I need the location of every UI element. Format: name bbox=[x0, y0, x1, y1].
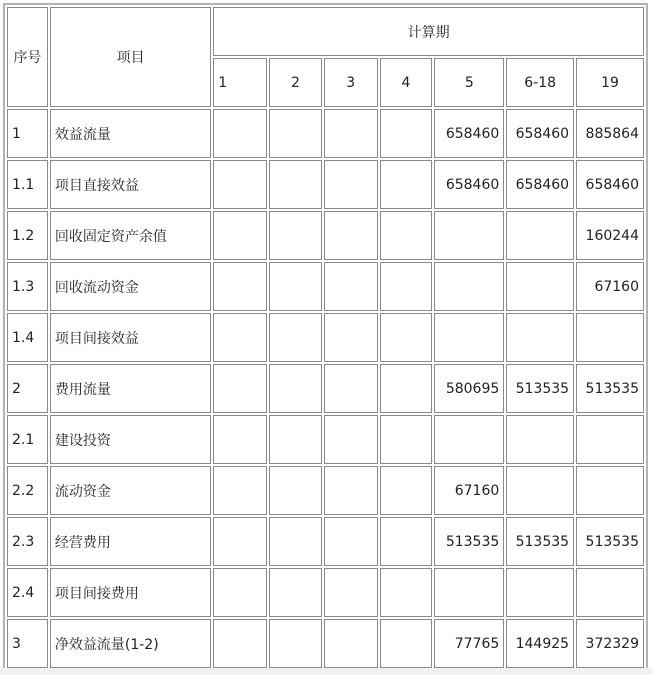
row-value bbox=[576, 415, 644, 464]
row-value bbox=[213, 619, 267, 668]
table-row bbox=[7, 109, 644, 158]
row-seq: 1.4 bbox=[7, 313, 48, 362]
row-value bbox=[434, 568, 504, 617]
header-seq: 序号 bbox=[7, 7, 48, 107]
row-value bbox=[213, 517, 267, 566]
row-value bbox=[506, 466, 574, 515]
row-value: 144925 bbox=[506, 619, 574, 668]
row-value: 67160 bbox=[576, 262, 644, 311]
row-value bbox=[380, 364, 433, 413]
row-value: 658460 bbox=[506, 160, 574, 209]
header-period-group: 计算期 bbox=[213, 7, 644, 56]
table-row bbox=[7, 211, 644, 260]
row-value bbox=[324, 415, 378, 464]
table-body bbox=[7, 109, 644, 668]
row-value bbox=[213, 415, 267, 464]
row-value bbox=[324, 364, 378, 413]
row-value: 658460 bbox=[576, 160, 644, 209]
row-value bbox=[324, 466, 378, 515]
table-row bbox=[7, 262, 644, 311]
row-value bbox=[576, 466, 644, 515]
row-value bbox=[434, 262, 504, 311]
row-value bbox=[506, 568, 574, 617]
row-value bbox=[213, 568, 267, 617]
row-value bbox=[324, 619, 378, 668]
row-value bbox=[380, 262, 433, 311]
row-value bbox=[213, 211, 267, 260]
page-bottom-strip bbox=[0, 668, 652, 675]
row-seq: 1.1 bbox=[7, 160, 48, 209]
row-value: 67160 bbox=[434, 466, 504, 515]
row-item: 经营费用 bbox=[50, 517, 211, 566]
row-value: 372329 bbox=[576, 619, 644, 668]
row-value bbox=[380, 313, 433, 362]
row-value: 658460 bbox=[434, 109, 504, 158]
table-row bbox=[7, 517, 644, 566]
header-period-6-18: 6-18 bbox=[506, 58, 574, 107]
row-seq: 1.3 bbox=[7, 262, 48, 311]
table-row bbox=[7, 313, 644, 362]
row-value bbox=[380, 568, 433, 617]
table-row bbox=[7, 568, 644, 617]
table-row bbox=[7, 466, 644, 515]
row-seq: 2.2 bbox=[7, 466, 48, 515]
row-seq: 2.3 bbox=[7, 517, 48, 566]
row-value bbox=[213, 466, 267, 515]
row-value bbox=[506, 313, 574, 362]
row-seq: 2.4 bbox=[7, 568, 48, 617]
row-seq: 2.1 bbox=[7, 415, 48, 464]
row-value bbox=[269, 262, 322, 311]
table-row bbox=[7, 619, 644, 668]
row-value bbox=[324, 160, 378, 209]
header-period-5: 5 bbox=[434, 58, 504, 107]
row-value bbox=[324, 568, 378, 617]
row-value bbox=[324, 313, 378, 362]
row-value: 513535 bbox=[434, 517, 504, 566]
row-seq: 2 bbox=[7, 364, 48, 413]
header-period-2: 2 bbox=[269, 58, 322, 107]
row-value bbox=[434, 415, 504, 464]
row-value: 658460 bbox=[506, 109, 574, 158]
row-value: 658460 bbox=[434, 160, 504, 209]
row-value bbox=[324, 211, 378, 260]
table-container bbox=[3, 3, 648, 672]
row-value bbox=[213, 262, 267, 311]
row-item: 效益流量 bbox=[50, 109, 211, 158]
row-value bbox=[506, 415, 574, 464]
row-value: 513535 bbox=[506, 517, 574, 566]
header-period-4: 4 bbox=[380, 58, 433, 107]
row-value: 513535 bbox=[506, 364, 574, 413]
row-value bbox=[506, 211, 574, 260]
row-value bbox=[324, 517, 378, 566]
row-value bbox=[269, 619, 322, 668]
header-period-1: 1 bbox=[213, 58, 267, 107]
row-value bbox=[380, 619, 433, 668]
row-value bbox=[380, 109, 433, 158]
row-value: 77765 bbox=[434, 619, 504, 668]
economic-flow-table bbox=[3, 3, 648, 672]
row-item: 净效益流量(1-2) bbox=[50, 619, 211, 668]
header-period-3: 3 bbox=[324, 58, 378, 107]
row-value bbox=[269, 160, 322, 209]
row-item: 项目直接效益 bbox=[50, 160, 211, 209]
row-value bbox=[324, 262, 378, 311]
row-value bbox=[576, 313, 644, 362]
row-value bbox=[269, 109, 322, 158]
row-value: 885864 bbox=[576, 109, 644, 158]
row-value bbox=[269, 568, 322, 617]
row-value bbox=[269, 517, 322, 566]
table-row bbox=[7, 364, 644, 413]
row-value bbox=[576, 568, 644, 617]
row-value bbox=[269, 313, 322, 362]
row-value bbox=[380, 211, 433, 260]
row-value: 580695 bbox=[434, 364, 504, 413]
row-item: 回收固定资产余值 bbox=[50, 211, 211, 260]
table-row bbox=[7, 415, 644, 464]
row-value bbox=[380, 160, 433, 209]
row-value: 513535 bbox=[576, 364, 644, 413]
row-item: 费用流量 bbox=[50, 364, 211, 413]
row-value: 513535 bbox=[576, 517, 644, 566]
row-value bbox=[213, 313, 267, 362]
table-row bbox=[7, 160, 644, 209]
header-row-top bbox=[7, 7, 644, 56]
row-value bbox=[269, 211, 322, 260]
row-seq: 3 bbox=[7, 619, 48, 668]
row-item: 回收流动资金 bbox=[50, 262, 211, 311]
row-value: 160244 bbox=[576, 211, 644, 260]
row-value bbox=[380, 466, 433, 515]
row-item: 建设投资 bbox=[50, 415, 211, 464]
row-item: 项目间接费用 bbox=[50, 568, 211, 617]
row-value bbox=[213, 109, 267, 158]
row-value bbox=[434, 313, 504, 362]
row-value bbox=[213, 364, 267, 413]
row-value bbox=[434, 211, 504, 260]
row-seq: 1 bbox=[7, 109, 48, 158]
row-value bbox=[213, 160, 267, 209]
header-period-19: 19 bbox=[576, 58, 644, 107]
header-item: 项目 bbox=[50, 7, 211, 107]
row-value bbox=[380, 517, 433, 566]
row-value bbox=[269, 466, 322, 515]
row-value bbox=[380, 415, 433, 464]
row-value bbox=[269, 364, 322, 413]
row-seq: 1.2 bbox=[7, 211, 48, 260]
row-item: 项目间接效益 bbox=[50, 313, 211, 362]
row-value bbox=[506, 262, 574, 311]
row-value bbox=[324, 109, 378, 158]
row-value bbox=[269, 415, 322, 464]
row-item: 流动资金 bbox=[50, 466, 211, 515]
